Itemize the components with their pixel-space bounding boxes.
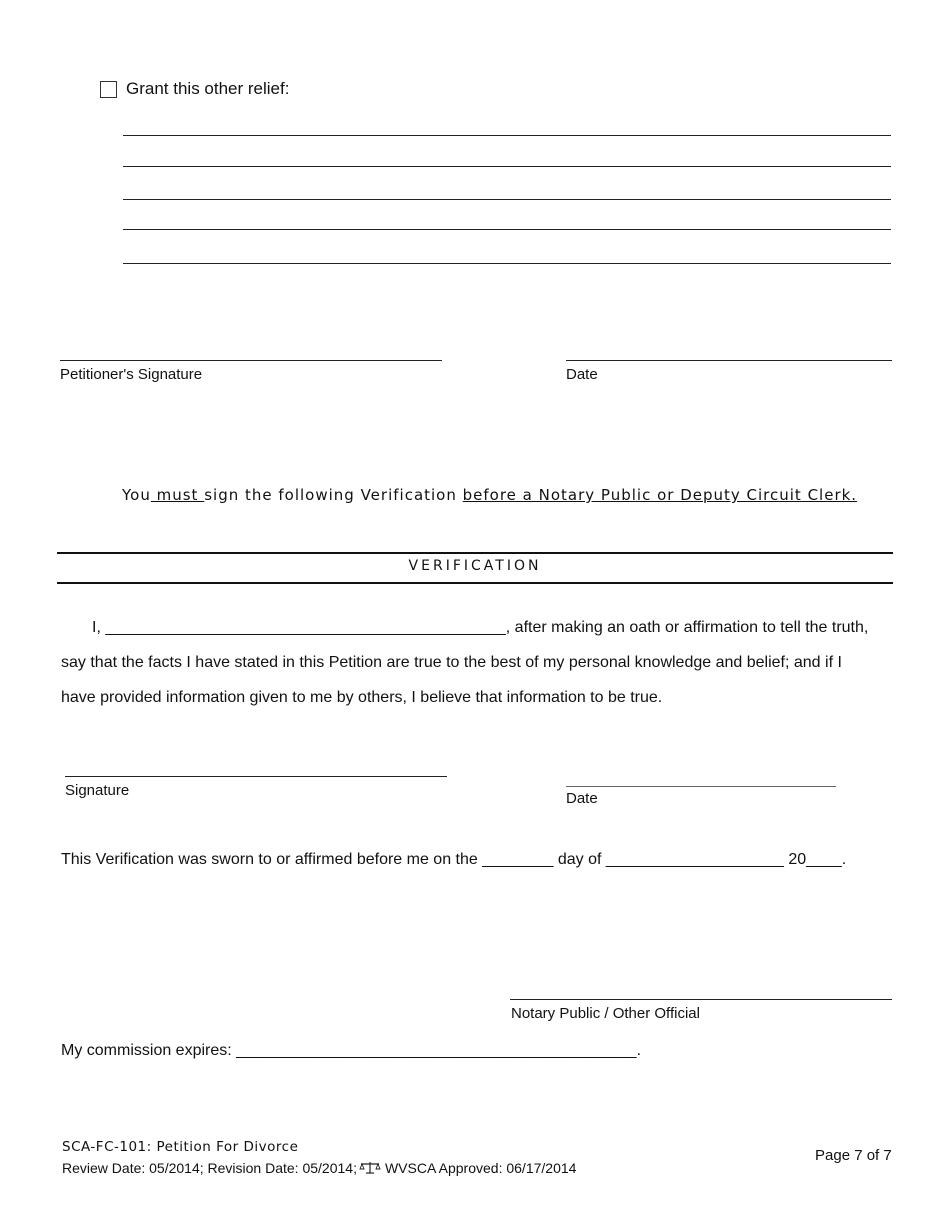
relief-line-4[interactable] [123,229,891,230]
verification-signature-caption: Signature [65,782,130,799]
verification-date-caption: Date [566,790,598,807]
notary-caption: Notary Public / Other Official [511,1005,700,1022]
petitioner-date-line[interactable] [566,360,892,361]
relief-line-2[interactable] [123,166,891,167]
verification-line-2: say that the facts I have stated in this Petition are true to the best of my personal knowledge and belief; and if I [61,654,842,671]
verification-line-3: have provided information given to me by others, I believe that information to be true. [61,689,663,706]
notary-signature-line[interactable] [510,999,892,1000]
other-relief-label: Grant this other relief: [126,79,290,98]
verification-top-rule [57,552,893,554]
other-relief-checkbox[interactable] [100,81,117,98]
verification-title: VERIFICATION [408,558,542,574]
verification-bottom-rule [57,582,893,584]
affiant-name-blank[interactable]: _____________________________________________ [105,619,506,636]
relief-line-3[interactable] [123,199,891,200]
page-number: Page 7 of 7 [815,1147,892,1164]
footer-dates: Review Date: 05/2014; Revision Date: 05/2014; WVSCA Approved: 06/17/2014 [62,1160,577,1176]
petitioner-date-caption: Date [566,366,598,383]
verification-line-1: I, _____________________________________________, after making an oath or affirmation to tell the truth, [92,619,869,636]
relief-line-5[interactable] [123,263,891,264]
verification-date-line[interactable] [566,786,836,787]
notary-instruction: You must sign the following Verification before a Notary Public or Deputy Circuit Clerk. [122,486,858,504]
scales-of-justice-icon [359,1161,381,1178]
relief-line-1[interactable] [123,135,891,136]
petitioner-signature-caption: Petitioner's Signature [60,366,203,383]
sworn-statement: This Verification was sworn to or affirmed before me on the ________ day of ____________________ 20____. [61,851,847,868]
petitioner-signature-line[interactable] [60,360,442,361]
commission-expires: My commission expires: _____________________________________________. [61,1042,642,1059]
footer-form-id: SCA-FC-101: Petition For Divorce [62,1139,299,1155]
verification-signature-line[interactable] [65,776,447,777]
